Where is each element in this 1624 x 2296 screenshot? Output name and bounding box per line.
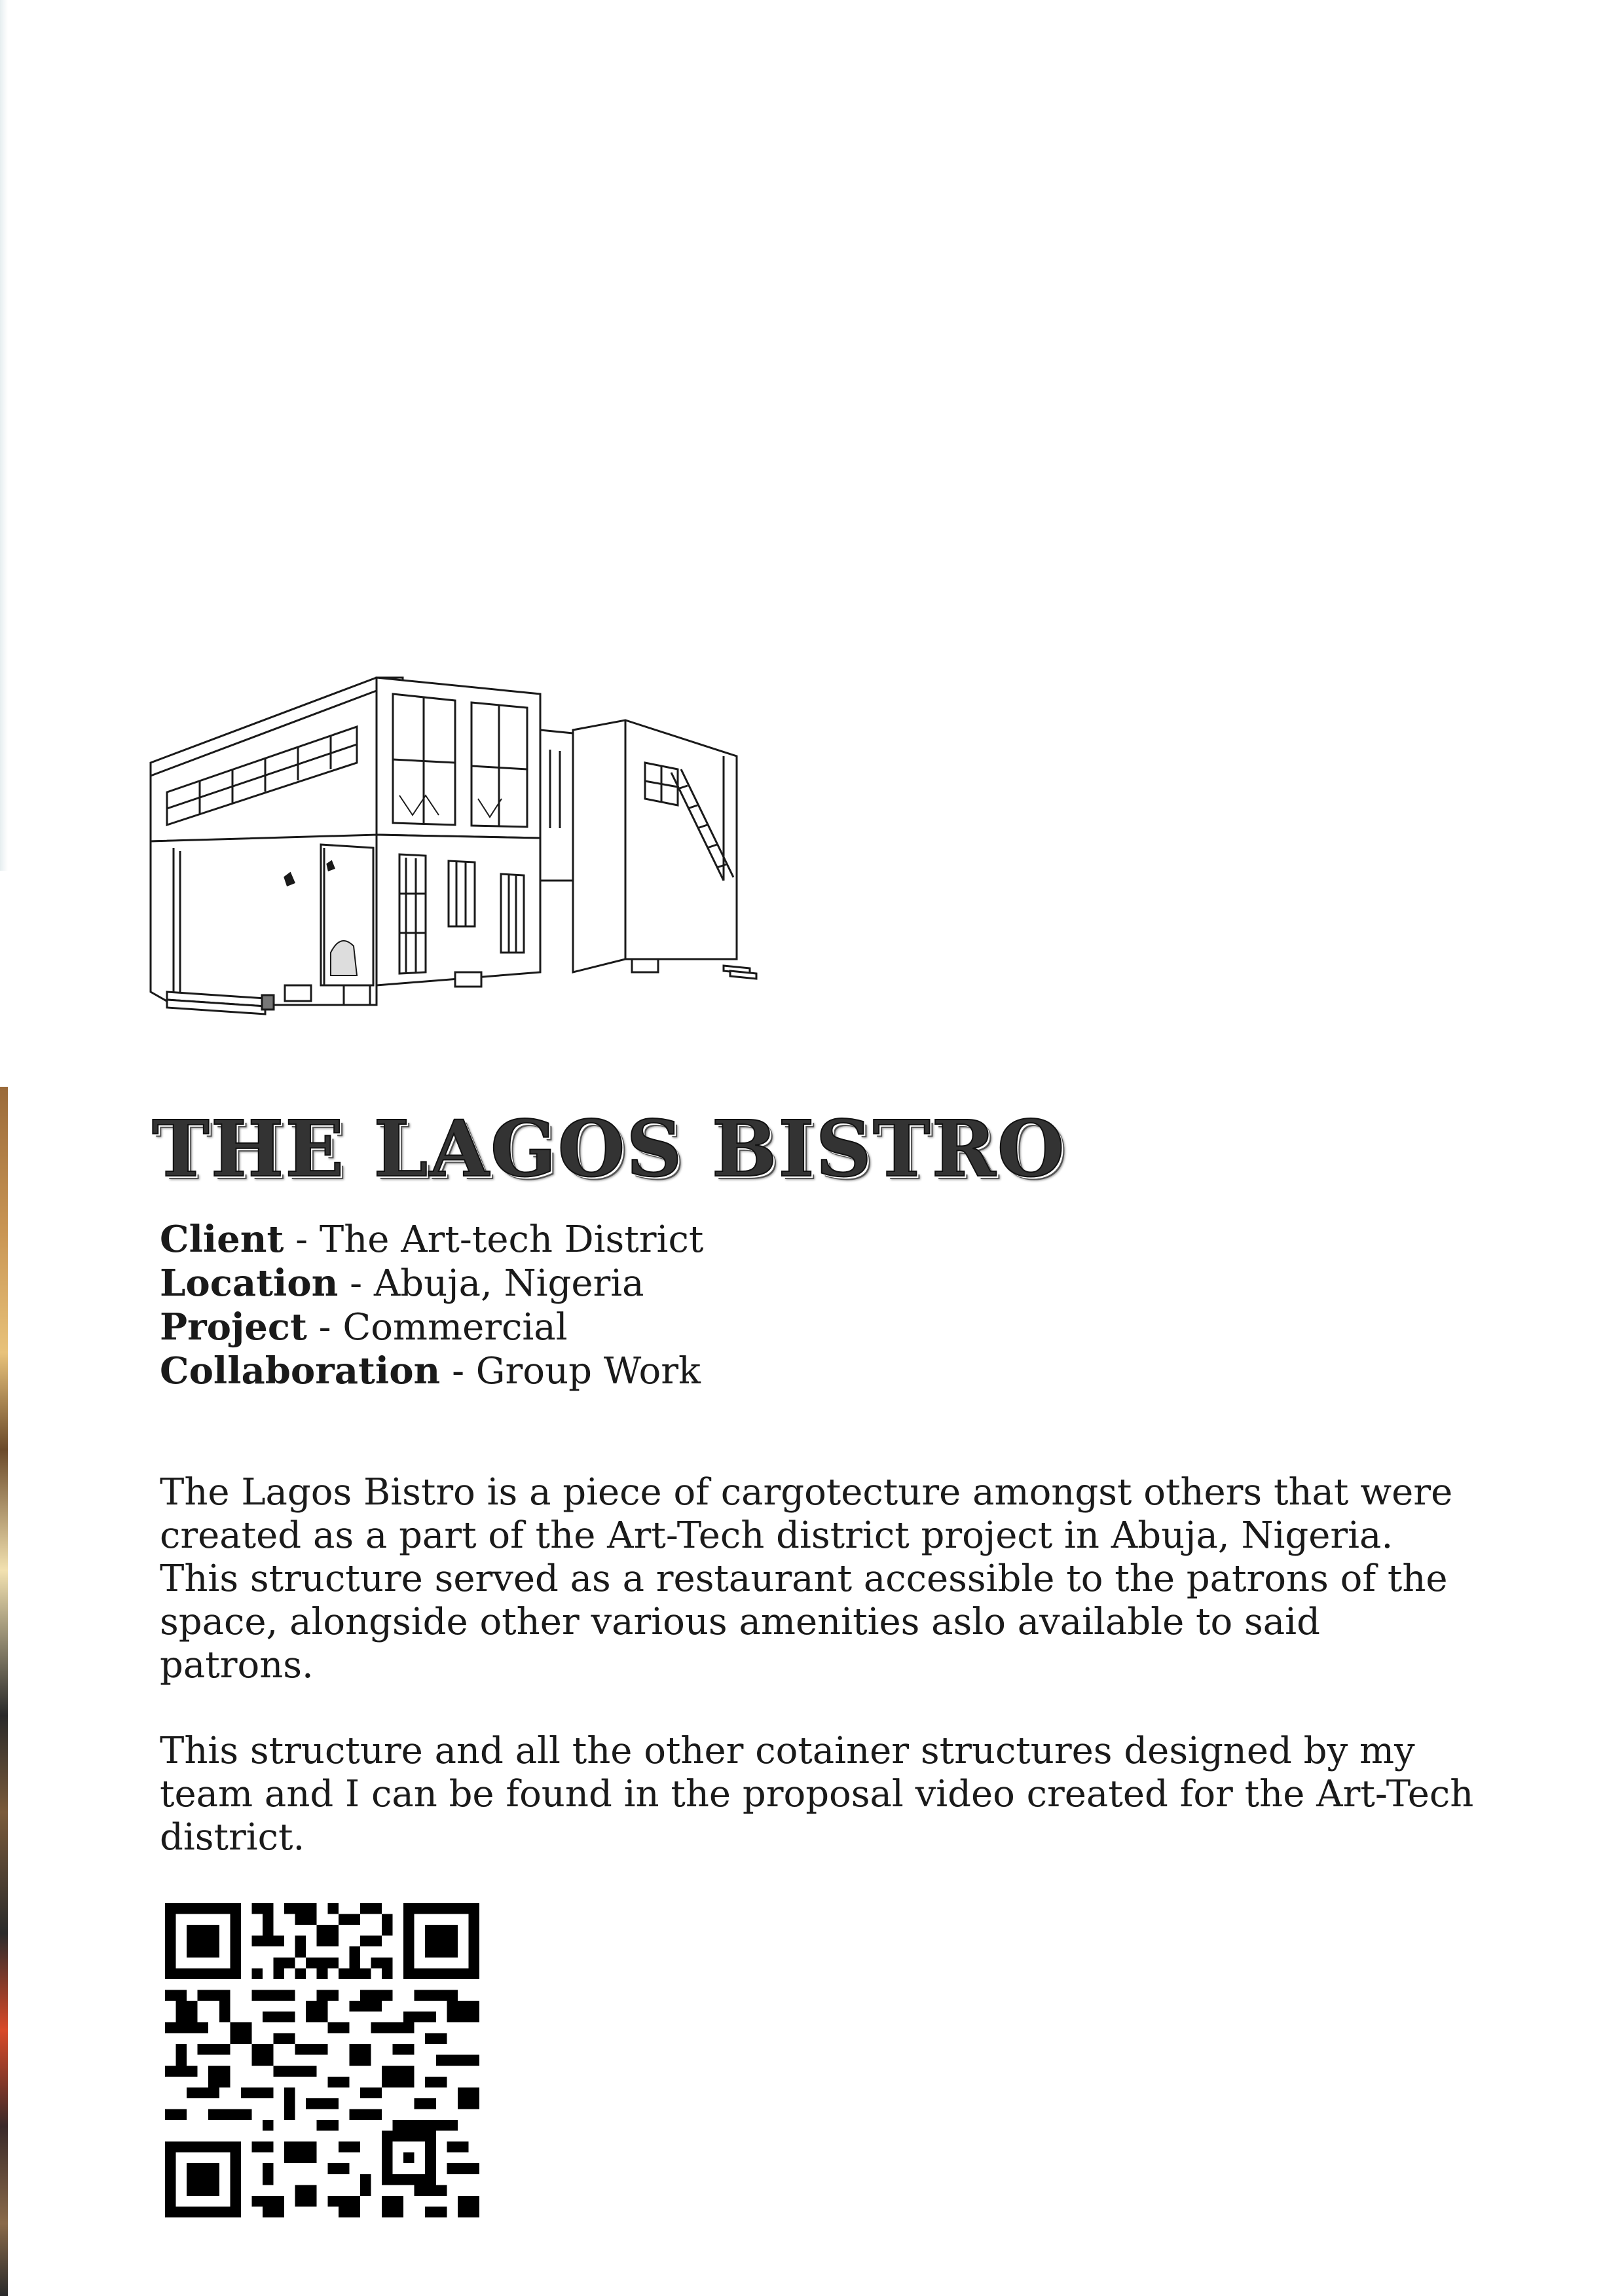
detail-separator: -	[440, 1350, 476, 1393]
detail-value: The Art-tech District	[319, 1218, 704, 1261]
left-edge-strip-bottom	[0, 1087, 8, 2296]
detail-value: Abuja, Nigeria	[373, 1262, 644, 1305]
detail-separator: -	[338, 1262, 374, 1305]
detail-project	[160, 1305, 703, 1349]
detail-location	[160, 1262, 703, 1305]
detail-separator: -	[284, 1218, 320, 1261]
description-paragraph: This structure and all the other cotainer structures designed by my team and I can be found in the proposal video created for the Art-Tech district.	[160, 1730, 1474, 1859]
left-edge-strip-top	[0, 0, 8, 871]
detail-value: Commercial	[342, 1306, 568, 1349]
detail-key: Client	[160, 1218, 284, 1261]
qr-code-icon[interactable]	[165, 1903, 479, 2217]
building-sketch-icon	[147, 665, 769, 1031]
detail-key: Location	[160, 1262, 339, 1305]
detail-collaboration	[160, 1349, 703, 1393]
description-paragraph: The Lagos Bistro is a piece of cargotecture amongst others that were created as a part of the Art-Tech district project in Abuja, Nigeria. This structure served as a restaurant accessible to the patrons of the space, alongside other various amenities aslo available to said patrons.	[160, 1471, 1453, 1686]
detail-key: Collaboration	[160, 1349, 441, 1393]
detail-client	[160, 1218, 703, 1262]
detail-key: Project	[160, 1305, 307, 1349]
project-details	[160, 1218, 703, 1393]
detail-value: Group Work	[475, 1350, 701, 1393]
page-title: THE LAGOS BISTRO	[152, 1103, 1066, 1194]
detail-separator: -	[306, 1306, 343, 1349]
